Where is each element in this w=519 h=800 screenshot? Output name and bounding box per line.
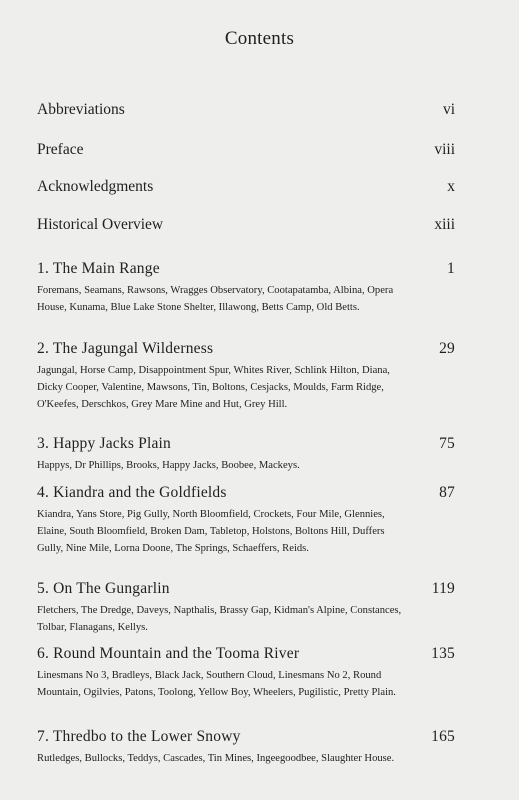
toc-entry-preface[interactable]	[37, 141, 455, 159]
toc-page-number: viii	[434, 141, 455, 158]
toc-entry-acknowledgments[interactable]	[37, 178, 455, 196]
chapter-6[interactable]	[37, 645, 455, 702]
chapter-heading: 2. The Jagungal Wilderness	[37, 340, 214, 357]
toc-entry-historical-overview[interactable]	[37, 216, 455, 234]
toc-entry-abbreviations[interactable]	[37, 101, 455, 119]
chapter-1[interactable]	[37, 260, 455, 317]
toc-page-number: vi	[442, 101, 455, 118]
chapter-heading: 3. Happy Jacks Plain	[37, 435, 172, 452]
toc-entry-label: Preface	[37, 141, 84, 158]
chapter-5[interactable]	[37, 580, 455, 637]
chapter-4[interactable]	[37, 484, 455, 557]
toc-entry-label: Abbreviations	[37, 101, 125, 118]
chapter-heading: 7. Thredbo to the Lower Snowy	[37, 728, 241, 745]
chapter-page-number: 1	[447, 260, 455, 277]
chapter-page-number: 135	[431, 645, 455, 662]
chapter-heading: 6. Round Mountain and the Tooma River	[37, 645, 300, 662]
toc-page-number: xiii	[434, 216, 455, 233]
chapter-places: Linesmans No 3, Bradleys, Black Jack, Southern Cloud, Linesmans No 2, Round Mountain, Ogilvies, Patons, Toolong, Yellow Boy, Wheelers, Pugilistic, Pretty Plain.	[37, 670, 396, 698]
chapter-places: Happys, Dr Phillips, Brooks, Happy Jacks, Boobee, Mackeys.	[37, 460, 300, 471]
chapter-page-number: 119	[431, 580, 455, 597]
chapter-page-number: 29	[439, 340, 455, 357]
chapter-7[interactable]	[37, 728, 455, 768]
chapter-places: Foremans, Seamans, Rawsons, Wragges Observatory, Cootapatamba, Albina, Opera House, Kunama, Blue Lake Stone Shelter, Illawong, Betts Camp, Old Betts.	[37, 285, 394, 313]
chapter-places: Jagungal, Horse Camp, Disappointment Spur, Whites River, Schlink Hilton, Diana, Dicky Cooper, Valentine, Mawsons, Tin, Boltons, Cesjacks, Moulds, Farm Ridge, O'Keefes, Derschkos, Grey Mare Mine and Hut, Grey Hill.	[37, 365, 390, 410]
chapter-heading: 4. Kiandra and the Goldfields	[37, 484, 227, 501]
chapter-3[interactable]	[37, 435, 455, 475]
chapter-page-number: 165	[431, 728, 455, 745]
chapter-heading: 1. The Main Range	[37, 260, 160, 277]
chapter-page-number: 75	[439, 435, 455, 452]
chapter-page-number: 87	[439, 484, 455, 501]
chapter-places: Kiandra, Yans Store, Pig Gully, North Bloomfield, Crockets, Four Mile, Glennies, Elaine, South Bloomfield, Broken Dam, Tabletop, Holstons, Boltons Hill, Duffers Gully, Nine Mile, Lorna Doone, The Springs, Schaeffers, Reids.	[37, 509, 385, 554]
toc-page-number: x	[447, 178, 455, 195]
toc-entry-label: Acknowledgments	[37, 178, 154, 195]
chapter-places: Rutledges, Bullocks, Teddys, Cascades, Tin Mines, Ingeegoodbee, Slaughter House.	[37, 753, 395, 764]
chapter-places: Fletchers, The Dredge, Daveys, Napthalis, Brassy Gap, Kidman's Alpine, Constances, Tolbar, Flanagans, Kellys.	[37, 605, 402, 633]
page-title: Contents	[224, 28, 295, 49]
toc-entry-label: Historical Overview	[37, 216, 164, 233]
chapter-2[interactable]	[37, 340, 455, 413]
chapter-heading: 5. On The Gungarlin	[37, 580, 170, 597]
